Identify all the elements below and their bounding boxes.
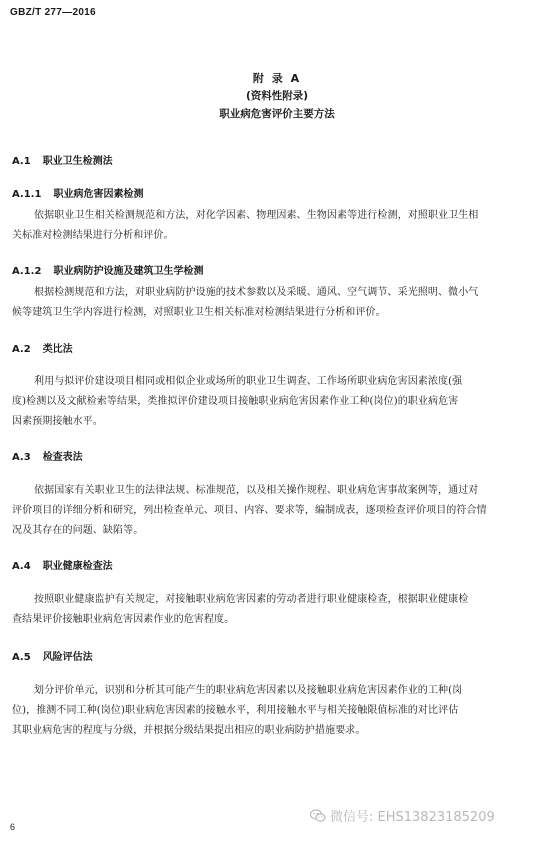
annex-title: 职业病危害评价主要方法 bbox=[219, 108, 335, 120]
watermark-text: 微信号: EHS13823185209 bbox=[330, 810, 495, 825]
text-line: 划分评价单元，识别和分析其可能产生的职业病危害因素以及接触职业病危害因素作业的工种(岗 bbox=[34, 685, 463, 696]
wechat-icon bbox=[310, 809, 326, 823]
section-number: A.1 bbox=[12, 156, 31, 167]
section-title: 职业病防护设施及建筑卫生学检测 bbox=[53, 266, 204, 277]
section-title: 职业卫生检测法 bbox=[42, 156, 113, 167]
section-heading-a1-2 bbox=[12, 262, 203, 277]
text-line: 评价项目的详细分析和研究，列出检查单元、项目、内容、要求等，编制成表，逐项检查评价项目的符合情 bbox=[12, 505, 487, 516]
section-heading-a5 bbox=[12, 648, 93, 663]
section-number: A.2 bbox=[12, 344, 31, 355]
section-title: 职业健康检查法 bbox=[42, 561, 113, 572]
annex-label: 附 录 A bbox=[252, 72, 302, 85]
section-title: 风险评估法 bbox=[42, 652, 93, 663]
section-title: 类比法 bbox=[42, 344, 73, 355]
paragraph-a5 bbox=[12, 681, 542, 741]
paragraph-a4 bbox=[12, 590, 542, 630]
text-line: 况及其存在的问题、缺陷等。 bbox=[12, 525, 144, 536]
text-line: 位)，推测不同工种(岗位)职业病危害因素的接触水平，利用接触水平与相关接触限值标准的对比评估 bbox=[12, 705, 459, 716]
section-number: A.1.1 bbox=[12, 189, 42, 200]
watermark bbox=[310, 806, 495, 825]
text-line: 依据国家有关职业卫生的法律法规、标准规范，以及相关操作规程、职业病危害事故案例等，通过对 bbox=[34, 485, 479, 496]
annex-type: (资料性附录) bbox=[245, 90, 309, 102]
paragraph-a1-2 bbox=[12, 283, 542, 323]
paragraph-a2 bbox=[12, 372, 542, 432]
text-line: 查结果评价接触职业病危害因素作业的危害程度。 bbox=[12, 614, 235, 625]
document-code: GBZ/T 277—2016 bbox=[10, 7, 96, 18]
text-line: 按照职业健康监护有关规定，对接触职业病危害因素的劳动者进行职业健康检查，根据职业健康检 bbox=[34, 594, 469, 605]
section-heading-a2 bbox=[12, 340, 73, 355]
text-line: 关标准对检测结果进行分析和评价。 bbox=[12, 230, 174, 241]
text-line: 利用与拟评价建设项目相同或相似企业或场所的职业卫生调查、工作场所职业病危害因素浓度(强 bbox=[34, 376, 463, 387]
section-heading-a3 bbox=[12, 448, 83, 463]
text-line: 因素预期接触水平。 bbox=[12, 416, 103, 427]
text-line: 根据检测规范和方法，对职业病防护设施的技术参数以及采暖、通风、空气调节、采光照明、微小气 bbox=[34, 287, 479, 298]
paragraph-a1-1 bbox=[12, 206, 542, 246]
section-title: 职业病危害因素检测 bbox=[53, 189, 144, 200]
section-number: A.3 bbox=[12, 452, 31, 463]
text-line: 其职业病危害的程度与分级，并根据分级结果提出相应的职业病防护措施要求。 bbox=[12, 725, 366, 736]
section-heading-a1 bbox=[12, 152, 113, 167]
text-line: 依据职业卫生相关检测规范和方法，对化学因素、物理因素、生物因素等进行检测，对照职业卫生相 bbox=[34, 210, 479, 221]
section-number: A.4 bbox=[12, 561, 31, 572]
paragraph-a3 bbox=[12, 481, 542, 541]
section-number: A.5 bbox=[12, 652, 31, 663]
text-line: 候等建筑卫生学内容进行检测，对照职业卫生相关标准对检测结果进行分析和评价。 bbox=[12, 307, 386, 318]
text-line: 度)检测以及文献检索等结果，类推拟评价建设项目接触职业病危害因素作业工种(岗位)的职业病危害 bbox=[12, 396, 459, 407]
section-number: A.1.2 bbox=[12, 266, 42, 277]
page-number: 6 bbox=[10, 822, 16, 832]
section-title: 检查表法 bbox=[42, 452, 83, 463]
section-heading-a4 bbox=[12, 557, 113, 572]
section-heading-a1-1 bbox=[12, 185, 143, 200]
